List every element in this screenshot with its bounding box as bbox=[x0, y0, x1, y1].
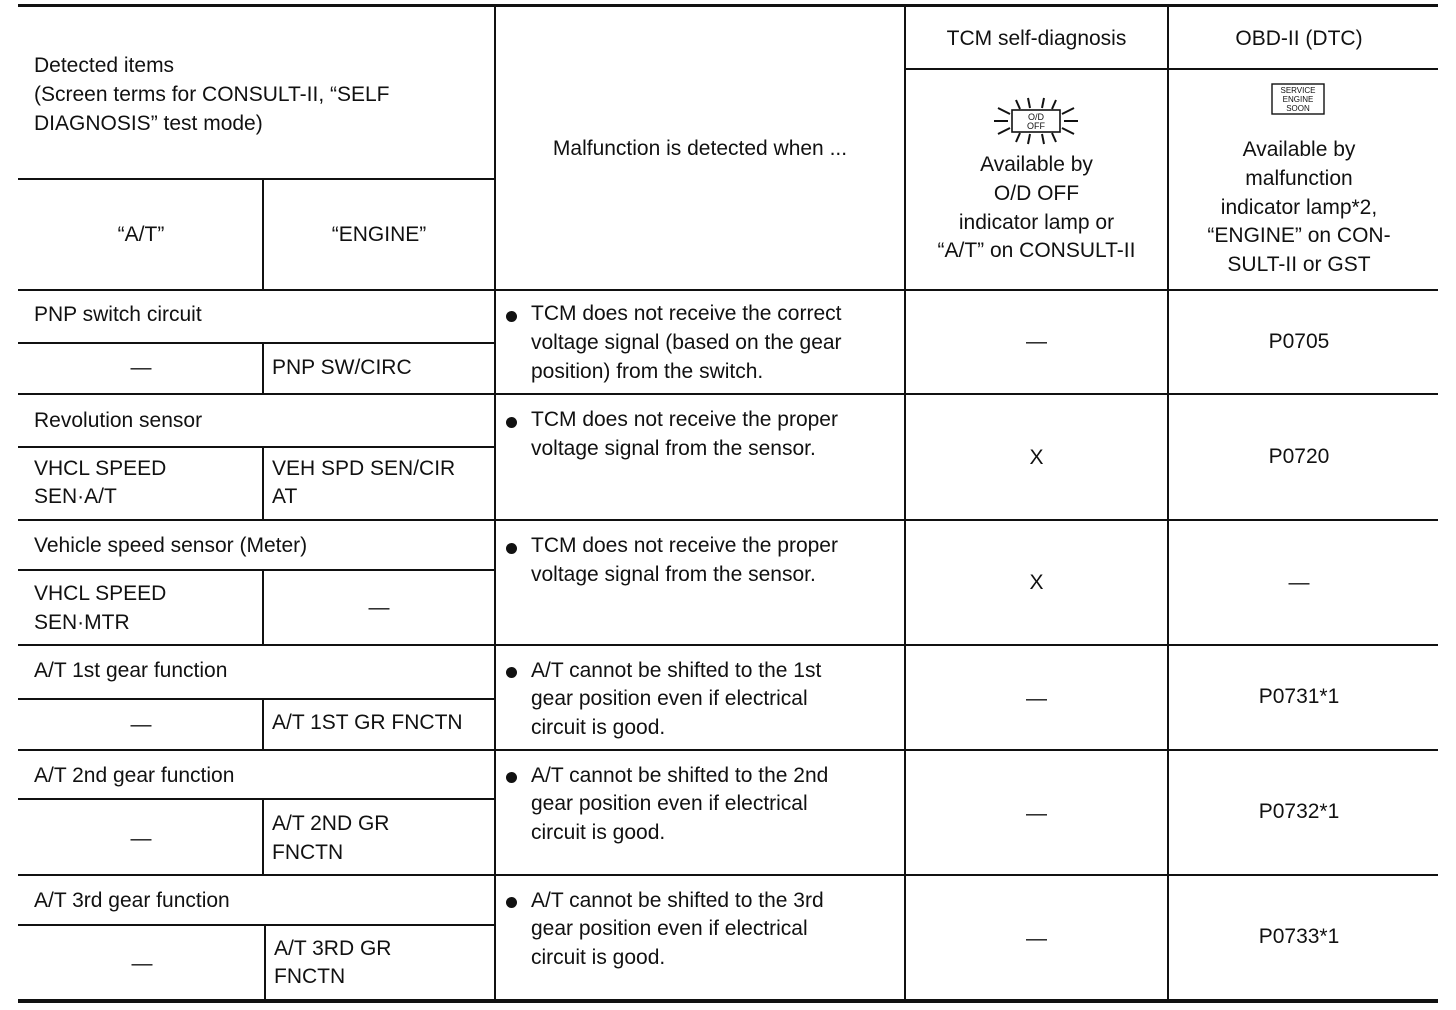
row-tcm-value: — bbox=[1026, 330, 1047, 353]
row-engine-value: VEH SPD SEN/CIR bbox=[272, 457, 456, 480]
row-malfunction-line: voltage signal from the sensor. bbox=[531, 563, 816, 586]
header-col-tcm: TCM self-diagnosis bbox=[946, 27, 1127, 50]
row-malfunction-line: gear position even if electrical bbox=[531, 687, 808, 710]
row-at-value: VHCL SPEED bbox=[34, 582, 167, 605]
subrow-separator bbox=[18, 924, 496, 926]
row-engine-value: FNCTN bbox=[272, 841, 344, 864]
row-obd-value: P0705 bbox=[1268, 330, 1330, 353]
row-malfunction-line: circuit is good. bbox=[531, 821, 666, 844]
header-col-at: “A/T” bbox=[117, 223, 165, 246]
cell-divider bbox=[262, 342, 264, 394]
service-engine-soon-text-2: ENGINE bbox=[1282, 95, 1314, 104]
row-item-label: Revolution sensor bbox=[34, 409, 203, 432]
header-detected-items: Detected items bbox=[34, 54, 175, 77]
service-engine-soon-text-1: SERVICE bbox=[1280, 86, 1316, 95]
row-engine-value: PNP SW/CIRC bbox=[272, 356, 412, 379]
row-separator bbox=[18, 393, 1438, 395]
row-separator bbox=[18, 874, 1438, 876]
tcm-header-line-2: O/D OFF bbox=[993, 182, 1080, 205]
row-malfunction-line: gear position even if electrical bbox=[531, 792, 808, 815]
row-malfunction-line: position) from the switch. bbox=[531, 360, 764, 383]
row-malfunction-line: circuit is good. bbox=[531, 946, 666, 969]
subrow-separator bbox=[18, 569, 496, 571]
row-malfunction-line: A/T cannot be shifted to the 2nd bbox=[531, 764, 829, 787]
row-engine-value: A/T 3RD GR bbox=[274, 937, 392, 960]
od-off-lamp-text-2: OFF bbox=[1027, 121, 1045, 131]
row-at-value: — bbox=[130, 356, 152, 379]
header-col-malfunction: Malfunction is detected when ... bbox=[552, 137, 848, 160]
row-tcm-value: — bbox=[1026, 927, 1047, 950]
row-malfunction-line: TCM does not receive the correct bbox=[531, 302, 842, 325]
row-obd-value: P0731*1 bbox=[1258, 685, 1340, 708]
row-obd-value: P0733*1 bbox=[1258, 925, 1340, 948]
row-engine-value: AT bbox=[272, 485, 298, 508]
row-item-label: Vehicle speed sensor (Meter) bbox=[34, 534, 308, 557]
row-item-label: A/T 1st gear function bbox=[34, 659, 228, 682]
row-obd-value: P0732*1 bbox=[1258, 800, 1340, 823]
row-separator bbox=[18, 289, 1438, 291]
row-tcm-value: — bbox=[1026, 687, 1047, 710]
row-at-value: — bbox=[130, 827, 152, 850]
row-item-label: PNP switch circuit bbox=[34, 303, 202, 326]
tcm-header-line-1: Available by bbox=[980, 153, 1093, 176]
service-engine-soon-icon bbox=[1270, 82, 1326, 116]
cell-divider bbox=[262, 798, 264, 875]
row-item-label: A/T 3rd gear function bbox=[34, 889, 230, 912]
obd-header-line-2: malfunction bbox=[1245, 167, 1353, 190]
row-malfunction-line: A/T cannot be shifted to the 1st bbox=[531, 659, 822, 682]
table-top-border bbox=[18, 4, 1438, 7]
subrow-separator bbox=[18, 798, 496, 800]
bullet-icon bbox=[506, 311, 517, 322]
row-malfunction-line: A/T cannot be shifted to the 3rd bbox=[531, 889, 824, 912]
row-at-value: — bbox=[131, 952, 153, 975]
row-at-value: — bbox=[130, 713, 152, 736]
row-malfunction-line: voltage signal (based on the gear bbox=[531, 331, 842, 354]
row-separator bbox=[18, 644, 1438, 646]
subrow-separator bbox=[18, 342, 496, 344]
bullet-icon bbox=[506, 667, 517, 678]
row-separator bbox=[18, 749, 1438, 751]
header-subdivider-detected bbox=[18, 178, 496, 180]
header-detected-items-sub-2: DIAGNOSIS” test mode) bbox=[34, 112, 263, 135]
obd-header-line-1: Available by bbox=[1242, 138, 1356, 161]
bullet-icon bbox=[506, 897, 517, 908]
row-malfunction-line: gear position even if electrical bbox=[531, 917, 808, 940]
row-tcm-value: — bbox=[1026, 802, 1047, 825]
obd-header-line-3: indicator lamp*2, bbox=[1220, 196, 1378, 219]
row-item-label: A/T 2nd gear function bbox=[34, 764, 235, 787]
row-engine-value: A/T 1ST GR FNCTN bbox=[272, 711, 463, 734]
row-separator bbox=[18, 519, 1438, 521]
row-engine-value: A/T 2ND GR bbox=[272, 812, 390, 835]
subrow-separator bbox=[18, 446, 496, 448]
tcm-header-line-3: indicator lamp or bbox=[958, 211, 1115, 234]
row-malfunction-line: TCM does not receive the proper bbox=[531, 408, 838, 431]
row-at-value: SEN·MTR bbox=[34, 611, 130, 634]
row-tcm-value: X bbox=[1029, 446, 1044, 469]
header-detected-items-sub-1: (Screen terms for CONSULT-II, “SELF bbox=[34, 83, 390, 106]
row-malfunction-line: voltage signal from the sensor. bbox=[531, 437, 816, 460]
tcm-header-line-4: “A/T” on CONSULT-II bbox=[937, 239, 1136, 262]
row-at-value: SEN·A/T bbox=[34, 485, 117, 508]
cell-divider bbox=[262, 446, 264, 520]
row-engine-value: FNCTN bbox=[274, 965, 346, 988]
row-malfunction-line: TCM does not receive the proper bbox=[531, 534, 838, 557]
od-off-lamp-icon bbox=[986, 96, 1086, 146]
row-obd-value: — bbox=[1288, 571, 1310, 594]
row-obd-value: P0720 bbox=[1268, 445, 1330, 468]
row-at-value: VHCL SPEED bbox=[34, 457, 167, 480]
bullet-icon bbox=[506, 417, 517, 428]
row-malfunction-line: circuit is good. bbox=[531, 716, 666, 739]
cell-divider bbox=[262, 698, 264, 750]
bullet-icon bbox=[506, 772, 517, 783]
cell-divider bbox=[264, 924, 266, 1001]
header-subdivider-tcm-obd bbox=[904, 68, 1438, 70]
row-tcm-value: X bbox=[1029, 571, 1044, 594]
obd-header-line-4: “ENGINE” on CON- bbox=[1207, 224, 1391, 247]
row-engine-value: — bbox=[368, 596, 390, 619]
header-col-obd: OBD-II (DTC) bbox=[1235, 27, 1363, 50]
header-col-engine: “ENGINE” bbox=[331, 223, 427, 246]
service-engine-soon-text-3: SOON bbox=[1286, 104, 1310, 113]
od-off-lamp-text-1: O/D bbox=[1027, 112, 1045, 122]
obd-header-line-5: SULT-II or GST bbox=[1227, 253, 1371, 276]
bullet-icon bbox=[506, 543, 517, 554]
subrow-separator bbox=[18, 698, 496, 700]
table-bottom-border bbox=[18, 999, 1438, 1003]
